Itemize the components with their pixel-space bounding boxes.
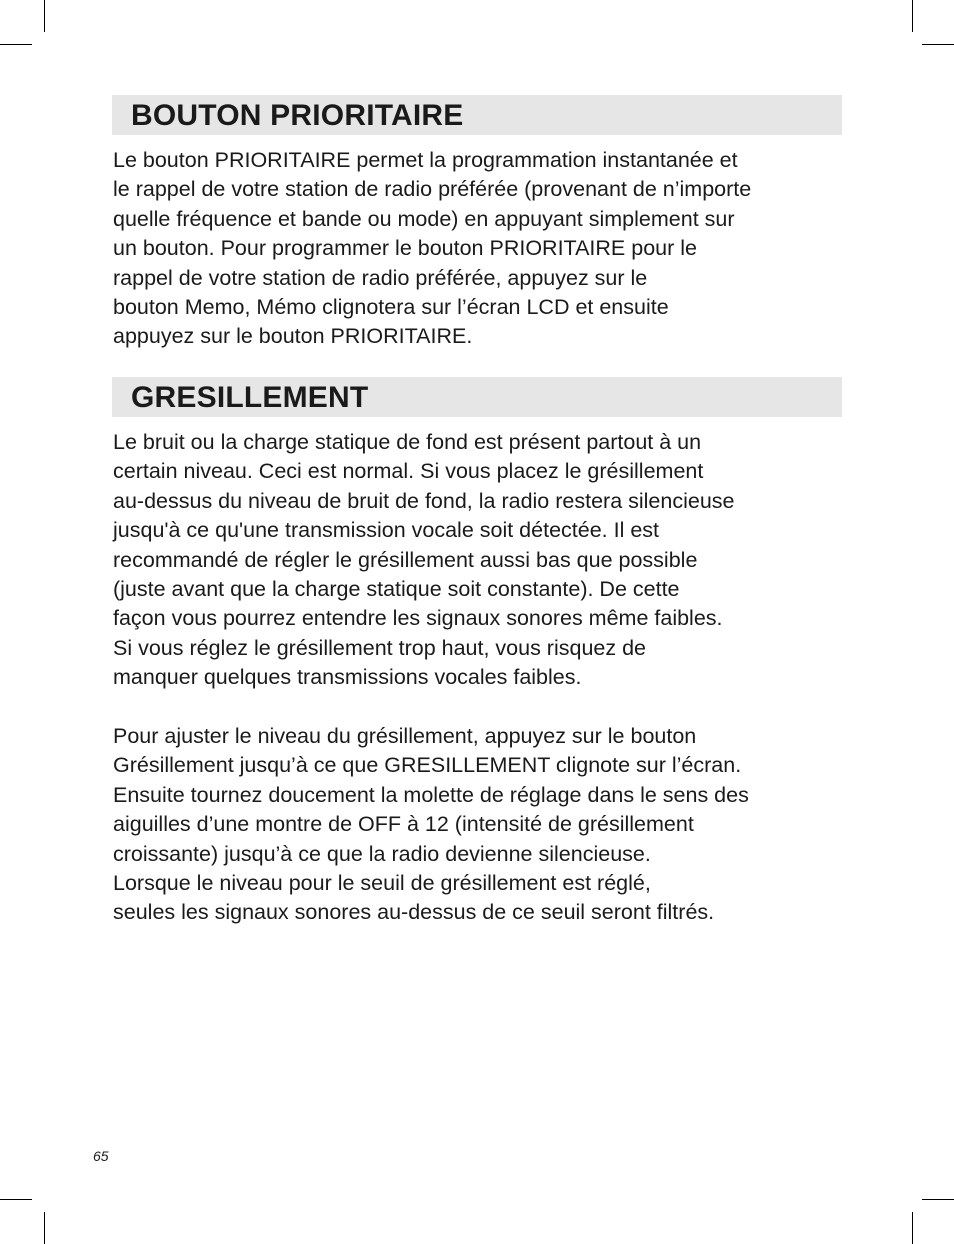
crop-mark-top-right-horizontal (922, 44, 954, 45)
text-line: bouton Memo, Mémo clignotera sur l’écran LCD et ensuite (113, 295, 669, 320)
text-line: croissante) jusqu’à ce que la radio devienne silencieuse. (113, 841, 651, 866)
text-line: Ensuite tournez doucement la molette de réglage dans le sens des (113, 782, 749, 807)
crop-mark-top-left-horizontal (0, 44, 32, 45)
text-line: un bouton. Pour programmer le bouton PRIORITAIRE pour le (113, 236, 697, 261)
page-number: 65 (93, 1148, 109, 1164)
section-title-gresillement: GRESILLEMENT (131, 381, 369, 414)
crop-mark-bottom-left-vertical (44, 1212, 45, 1244)
paragraph-gresillement-intro (113, 428, 848, 693)
paragraph-gresillement-adjust (113, 722, 848, 928)
text-line: au-dessus du niveau de bruit de fond, la radio restera silencieuse (113, 488, 735, 513)
crop-mark-bottom-left-horizontal (0, 1199, 32, 1200)
text-line: (juste avant que la charge statique soit constante). De cette (113, 577, 680, 602)
paragraph-bouton-prioritaire (113, 146, 848, 352)
section-title-bouton-prioritaire: BOUTON PRIORITAIRE (131, 99, 464, 132)
text-line: Le bruit ou la charge statique de fond est présent partout à un (113, 430, 702, 454)
text-line: Le bouton PRIORITAIRE permet la programmation instantanée et (113, 148, 738, 172)
text-line: Grésillement jusqu’à ce que GRESILLEMENT clignote sur l’écran. (113, 753, 742, 778)
text-line: quelle fréquence et bande ou mode) en appuyant simplement sur (113, 206, 735, 231)
text-line: Si vous réglez le grésillement trop haut, vous risquez de (113, 635, 646, 660)
text-line: recommandé de régler le grésillement aussi bas que possible (113, 547, 698, 572)
text-line: seules les signaux sonores au-dessus de ce seuil seront filtrés. (113, 900, 715, 925)
text-line: rappel de votre station de radio préférée, appuyez sur le (113, 265, 648, 290)
text-line: Lorsque le niveau pour le seuil de grésillement est réglé, (113, 871, 651, 896)
section-heading-bar-bouton-prioritaire (112, 95, 842, 135)
crop-mark-top-right-vertical (912, 0, 913, 32)
text-line: jusqu'à ce qu'une transmission vocale soit détectée. Il est (113, 518, 660, 543)
section-heading-bar-gresillement (112, 377, 842, 417)
crop-mark-bottom-right-horizontal (922, 1199, 954, 1200)
text-line: aiguilles d’une montre de OFF à 12 (intensité de grésillement (113, 812, 694, 837)
text-line: manquer quelques transmissions vocales faibles. (113, 665, 582, 690)
crop-mark-top-left-vertical (44, 0, 45, 32)
text-line: façon vous pourrez entendre les signaux sonores même faibles. (113, 606, 723, 631)
text-line: Pour ajuster le niveau du grésillement, appuyez sur le bouton (113, 724, 697, 748)
crop-mark-bottom-right-vertical (912, 1212, 913, 1244)
text-line: appuyez sur le bouton PRIORITAIRE. (113, 324, 473, 349)
text-line: le rappel de votre station de radio préférée (provenant de n’importe (113, 177, 752, 202)
text-line: certain niveau. Ceci est normal. Si vous placez le grésillement (113, 459, 704, 484)
